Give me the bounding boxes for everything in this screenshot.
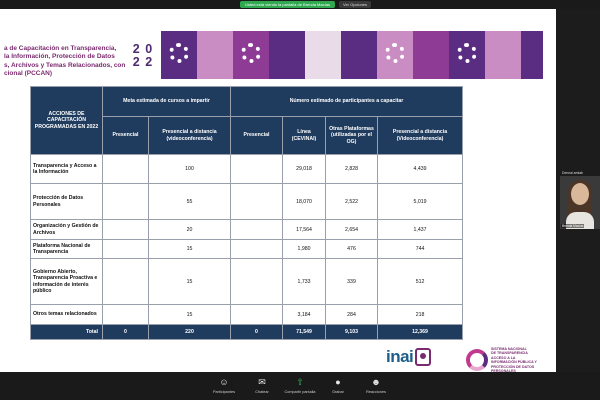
cell: 284 bbox=[326, 305, 378, 325]
header-acciones: ACCIONES DE CAPACITACIÓN PROGRAMADAS EN 2022 bbox=[31, 87, 103, 155]
header-presencial-distancia: Presencial a distancia (videoconferencia) bbox=[149, 117, 231, 155]
cell: 4,439 bbox=[378, 155, 463, 184]
row-category: Plataforma Nacional de Transparencia bbox=[31, 240, 103, 259]
total-cell: 12,369 bbox=[378, 325, 463, 340]
cell: 339 bbox=[326, 259, 378, 305]
row-category: Organización y Gestión de Archivos bbox=[31, 220, 103, 240]
row-category: Protección de Datos Personales bbox=[31, 184, 103, 220]
snt-logo bbox=[466, 347, 541, 372]
record-button[interactable] bbox=[325, 377, 351, 394]
row-category: Gobierno Abierto, Transparencia Proactiva e información de interés público bbox=[31, 259, 103, 305]
total-cell: 220 bbox=[149, 325, 231, 340]
participant-name: Brenda Macías bbox=[562, 224, 584, 228]
slide-year bbox=[131, 43, 155, 69]
header-presencial: Presencial bbox=[231, 117, 283, 155]
slide-title-line: s, Archivos y Temas Relacionados, con bbox=[4, 61, 126, 69]
row-category: Transparencia y Acceso a la Información bbox=[31, 155, 103, 184]
header-participantes: Número estimado de participantes a capacitar bbox=[231, 87, 463, 117]
cell: 100 bbox=[149, 155, 231, 184]
cell: 1,980 bbox=[283, 240, 326, 259]
table-row bbox=[31, 305, 463, 325]
table-row bbox=[31, 155, 463, 184]
toolbar-label: Participantes bbox=[213, 390, 235, 394]
meeting-toolbar bbox=[0, 372, 600, 400]
snt-line: PROTECCIÓN DE DATOS PERSONALES bbox=[491, 364, 535, 372]
cell: 15 bbox=[149, 240, 231, 259]
toolbar-label: Compartir pantalla bbox=[284, 390, 316, 394]
header-presencial: Presencial bbox=[103, 117, 149, 155]
total-cell: 0 bbox=[231, 325, 283, 340]
cell bbox=[103, 155, 149, 184]
cell: 15 bbox=[149, 259, 231, 305]
cell bbox=[231, 259, 283, 305]
chat-button[interactable] bbox=[249, 377, 275, 394]
toolbar-label: Reacciones bbox=[366, 390, 386, 394]
chat-icon: ✉ bbox=[258, 377, 266, 387]
participant-face bbox=[571, 183, 589, 205]
cell: 55 bbox=[149, 184, 231, 220]
total-label: Total bbox=[31, 325, 103, 340]
cell: 2,828 bbox=[326, 155, 378, 184]
cell: 20 bbox=[149, 220, 231, 240]
participant-video[interactable] bbox=[560, 176, 600, 229]
reactions-button[interactable] bbox=[363, 377, 389, 394]
table-row bbox=[31, 184, 463, 220]
cell bbox=[103, 220, 149, 240]
gear-icon bbox=[241, 43, 261, 63]
participants-icon: ☺ bbox=[219, 377, 229, 387]
cell bbox=[103, 259, 149, 305]
snt-emblem-icon bbox=[466, 349, 488, 371]
row-category: Otros temas relacionados bbox=[31, 305, 103, 325]
cell: 17,564 bbox=[283, 220, 326, 240]
toolbar-label: Grabar bbox=[332, 390, 344, 394]
cell bbox=[103, 240, 149, 259]
cell: 1,733 bbox=[283, 259, 326, 305]
snt-line: ACCESO A LA INFORMACIÓN PÚBLICA Y bbox=[491, 355, 537, 365]
participant-tile-label: Dennai amiab bbox=[562, 171, 583, 175]
cell: 2,522 bbox=[326, 184, 378, 220]
cell: 744 bbox=[378, 240, 463, 259]
cell bbox=[231, 220, 283, 240]
header-presencial-distancia: Presencial a distancia (Videoconferencia) bbox=[378, 117, 463, 155]
screen-share-notice: Usted está viendo la pantalla de Brenda Macías bbox=[240, 1, 335, 8]
table-row bbox=[31, 220, 463, 240]
snt-line: SISTEMA NACIONAL bbox=[491, 347, 527, 351]
share-screen-button[interactable] bbox=[284, 377, 316, 394]
cell: 218 bbox=[378, 305, 463, 325]
slide-title bbox=[4, 45, 128, 79]
training-table bbox=[30, 86, 463, 340]
snt-name bbox=[491, 347, 541, 372]
total-cell: 9,103 bbox=[326, 325, 378, 340]
snt-line: DE TRANSPARENCIA bbox=[491, 351, 528, 356]
header-meta: Meta estimada de cursos a impartir bbox=[103, 87, 231, 117]
cell bbox=[231, 240, 283, 259]
cell bbox=[231, 155, 283, 184]
table-row bbox=[31, 240, 463, 259]
view-options-button[interactable]: Ver Opciones bbox=[339, 1, 371, 8]
cell bbox=[103, 305, 149, 325]
zoom-top-bar bbox=[0, 0, 600, 9]
record-icon: ● bbox=[335, 377, 341, 387]
cell bbox=[231, 305, 283, 325]
gear-icon bbox=[385, 43, 405, 63]
cell: 18,070 bbox=[283, 184, 326, 220]
slide-title-line: a de Capacitación en Transparencia, bbox=[4, 45, 117, 52]
inai-emblem-icon bbox=[415, 348, 431, 366]
header-linea: Línea (CEVINAI) bbox=[283, 117, 326, 155]
participants-button[interactable] bbox=[211, 377, 237, 394]
slide-title-line: la Información, Protección de Datos bbox=[4, 53, 115, 61]
cell: 15 bbox=[149, 305, 231, 325]
table-row bbox=[31, 259, 463, 305]
cell: 2,654 bbox=[326, 220, 378, 240]
year-bottom: 2 2 bbox=[132, 55, 154, 69]
total-row bbox=[31, 325, 463, 340]
share-screen-icon: ⇧ bbox=[296, 377, 304, 387]
reactions-icon: ☻ bbox=[371, 377, 381, 387]
shared-slide bbox=[0, 9, 556, 372]
cell: 5,019 bbox=[378, 184, 463, 220]
inai-wordmark: inai bbox=[386, 347, 414, 366]
gear-icon bbox=[457, 43, 477, 63]
cell: 476 bbox=[326, 240, 378, 259]
toolbar-label: Chatear bbox=[255, 390, 269, 394]
cell bbox=[231, 184, 283, 220]
total-cell: 0 bbox=[103, 325, 149, 340]
cell: 1,437 bbox=[378, 220, 463, 240]
header-otras-plataformas: Otras Plataformas (utilizadas por el OG) bbox=[326, 117, 378, 155]
decorative-banner bbox=[161, 31, 543, 79]
total-cell: 71,549 bbox=[283, 325, 326, 340]
cell: 512 bbox=[378, 259, 463, 305]
gear-icon bbox=[169, 43, 189, 63]
cell bbox=[103, 184, 149, 220]
year-top: 2 0 bbox=[132, 42, 154, 56]
inai-logo bbox=[386, 344, 431, 370]
cell: 3,184 bbox=[283, 305, 326, 325]
cell: 29,018 bbox=[283, 155, 326, 184]
slide-title-line: cional (PCCAN) bbox=[4, 70, 53, 78]
